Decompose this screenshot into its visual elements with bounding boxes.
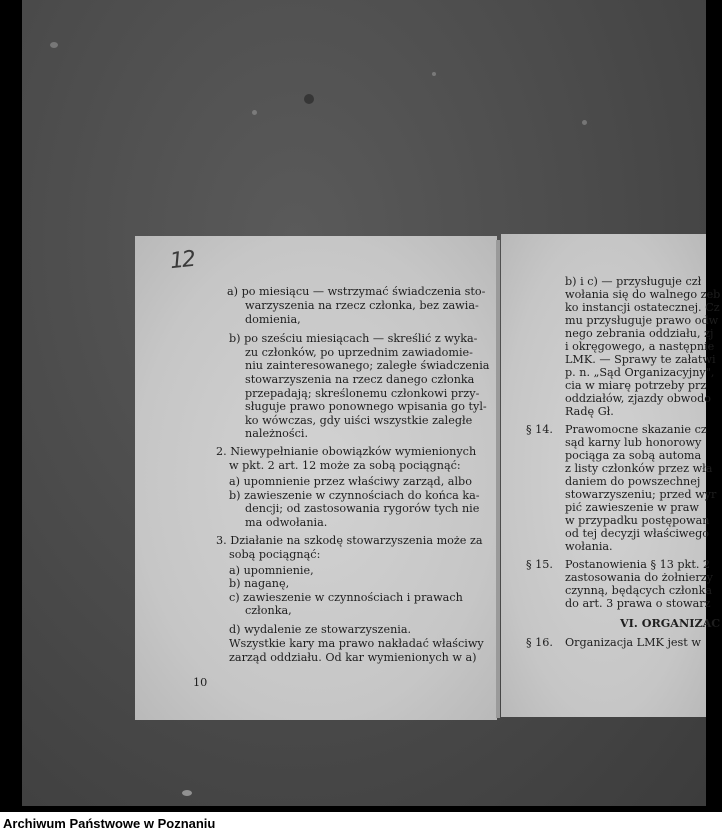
text-line: sobą pociągnąć: — [229, 548, 321, 561]
text-line: sąd karny lub honorowy — [565, 436, 702, 449]
text-line: czynną, będących członka — [565, 584, 713, 597]
text-line: i okręgowego, a następnie — [565, 340, 715, 353]
text-line: a) upomnienie przez właściwy zarząd, albo — [229, 475, 472, 488]
text-line: w przypadku postępowan — [565, 514, 710, 527]
text-line: stowarzyszenia na rzecz danego członka — [245, 373, 475, 386]
text-line: nego zebrania oddziału, zj — [565, 327, 714, 340]
text-line: zarząd oddziału. Od kar wymienionych w a) — [229, 651, 477, 664]
text-line: zastosowania do żołnierzy — [565, 571, 713, 584]
text-line: od tej decyzji właściwego — [565, 527, 710, 540]
text-line: cia w miarę potrzeby prz — [565, 379, 707, 392]
text-line: przepadają; skreślonemu członkowi przy- — [245, 387, 480, 400]
text-line: c) zawieszenie w czynnościach i prawach — [229, 591, 463, 604]
text-line: dencji; od zastosowania rygorów tych nie — [245, 502, 480, 515]
text-line: ko wówczas, gdy uiści wszystkie zaległe — [245, 414, 473, 427]
text-line: Wszystkie kary ma prawo nakładać właściwy — [229, 637, 484, 650]
text-line: b) i c) — przysługuje czł — [565, 275, 702, 288]
text-line: domienia, — [245, 313, 301, 326]
text-line: d) wydalenie ze stowarzyszenia. — [229, 623, 412, 636]
text-line: wołania. — [565, 540, 613, 553]
section-number: § 14. — [526, 423, 553, 436]
text-line: należności. — [245, 427, 309, 440]
text-line: pić zawieszenie w praw — [565, 501, 700, 514]
text-line: Radę Gł. — [565, 405, 614, 418]
text-line: z listy członków przez wła — [565, 462, 713, 475]
text-line: pociąga za sobą automa — [565, 449, 702, 462]
text-line: a) po miesiącu — wstrzymać świadczenia sto- — [227, 285, 486, 298]
text-line: a) upomnienie, — [229, 564, 314, 577]
chapter-heading: VI. ORGANIZAC — [620, 616, 721, 630]
text-line: ma odwołania. — [245, 516, 328, 529]
handwritten-note: 12 — [168, 246, 196, 275]
text-line: wołania się do walnego zeb — [565, 288, 721, 301]
archive-footer-label: Archiwum Państwowe w Poznaniu — [3, 816, 216, 831]
text-line: 3. Działanie na szkodę stowarzyszenia może za — [216, 534, 483, 547]
text-line: zu członków, po uprzednim zawiadomie- — [245, 346, 473, 359]
text-line: Prawomocne skazanie cz — [565, 423, 707, 436]
text-line: b) naganę, — [229, 577, 290, 590]
page-number: 10 — [193, 676, 208, 689]
text-line: oddziałów, zjazdy obwodo — [565, 392, 711, 405]
text-line: Postanowienia § 13 pkt. 2 — [565, 558, 711, 571]
text-line: warzyszenia na rzecz członka, bez zawia- — [245, 299, 479, 312]
text-line: ko instancji ostatecznej. Cz — [565, 301, 720, 314]
text-line: stowarzyszeniu; przed wyr — [565, 488, 717, 501]
text-line: niu zainteresowanego; zaległe świadczenia — [245, 359, 490, 372]
text-line: b) zawieszenie w czynnościach do końca ka- — [229, 489, 480, 502]
text-line: 2. Niewypełnianie obowiązków wymienionych — [216, 445, 477, 458]
text-line: b) po sześciu miesiącach — skreślić z wyka- — [229, 332, 478, 345]
text-line: do art. 3 prawa o stowarz — [565, 597, 711, 610]
text-line: mu przysługuje prawo odw — [565, 314, 719, 327]
text-line: w pkt. 2 art. 12 może za sobą pociągnąć: — [229, 459, 461, 472]
text-line: Organizacja LMK jest w — [565, 636, 701, 649]
text-line: daniem do powszechnej — [565, 475, 701, 488]
text-line: p. n. „Sąd Organizacyjny", — [565, 366, 715, 379]
text-line: sługuje prawo ponownego wpisania go tyl- — [245, 400, 487, 413]
section-number: § 15. — [526, 558, 553, 571]
text-line: członka, — [245, 604, 292, 617]
text-line: LMK. — Sprawy te załatwi — [565, 353, 716, 366]
section-number: § 16. — [526, 636, 553, 649]
